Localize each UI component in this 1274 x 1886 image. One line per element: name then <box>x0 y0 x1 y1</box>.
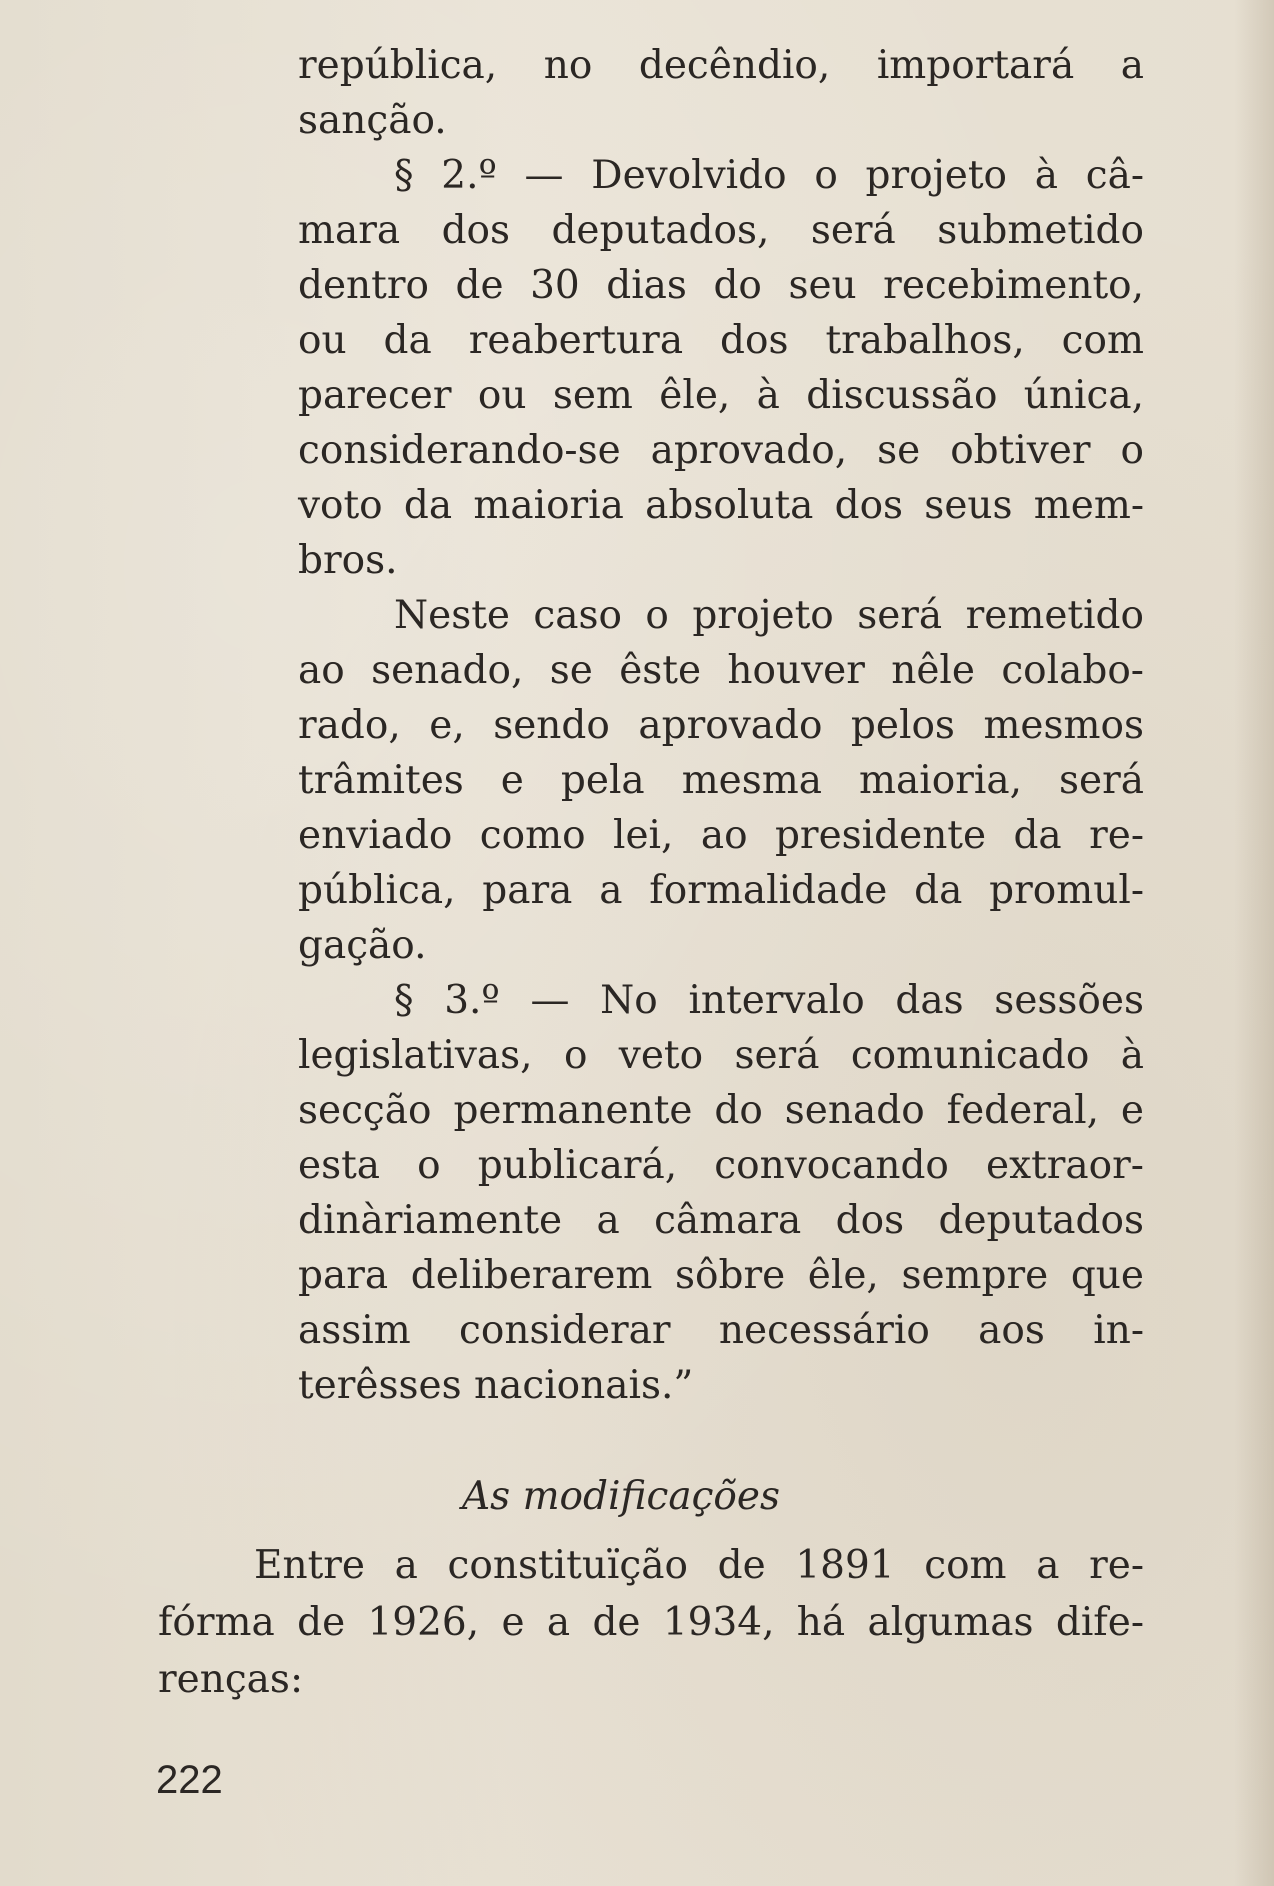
page-edge-shadow <box>1234 0 1274 1886</box>
text-line: bros. <box>298 538 398 583</box>
text-line: secção permanente do senado federal, e <box>298 1088 1144 1133</box>
text-line: para deliberarem sôbre êle, sempre que <box>298 1253 1144 1298</box>
text-line: pública, para a formalidade da promul- <box>298 868 1144 913</box>
text-line: ou da reabertura dos trabalhos, com <box>298 318 1144 363</box>
text-line: legislativas, o veto será comunicado à <box>298 1033 1144 1078</box>
text-line: terêsses nacionais.” <box>298 1363 694 1408</box>
text-line: dinàriamente a câmara dos deputados <box>298 1198 1144 1243</box>
text-line: ao senado, se êste houver nêle colabo- <box>298 648 1144 693</box>
text-line: trâmites e pela mesma maioria, será <box>298 758 1144 803</box>
text-line: gação. <box>298 923 427 968</box>
text-line: república, no decêndio, importará a <box>298 43 1144 88</box>
text-line: fórma de 1926, e a de 1934, há algumas dife- <box>158 1600 1144 1645</box>
text-line: considerando-se aprovado, se obtiver o <box>298 428 1144 473</box>
text-line: renças: <box>158 1657 304 1702</box>
text-line: enviado como lei, ao presidente da re- <box>298 813 1144 858</box>
text-line: sanção. <box>298 98 447 143</box>
text-line: voto da maioria absoluta dos seus mem- <box>298 483 1144 528</box>
text-line: assim considerar necessário aos in- <box>298 1308 1144 1353</box>
text-line: rado, e, sendo aprovado pelos mesmos <box>298 703 1144 748</box>
text-line: Entre a constituïção de 1891 com a re- <box>254 1543 1144 1588</box>
text-line: dentro de 30 dias do seu recebimento, <box>298 263 1144 308</box>
text-line: § 3.º — No intervalo das sessões <box>394 978 1144 1023</box>
text-line: parecer ou sem êle, à discussão única, <box>298 373 1144 418</box>
text-line: Neste caso o projeto será remetido <box>394 593 1144 638</box>
text-line: § 2.º — Devolvido o projeto à câ- <box>394 153 1144 198</box>
page-number: 222 <box>156 1758 223 1802</box>
text-line: mara dos deputados, será submetido <box>298 208 1144 253</box>
section-heading: As modificações <box>462 1474 780 1519</box>
text-line: esta o publicará, convocando extraor- <box>298 1143 1144 1188</box>
